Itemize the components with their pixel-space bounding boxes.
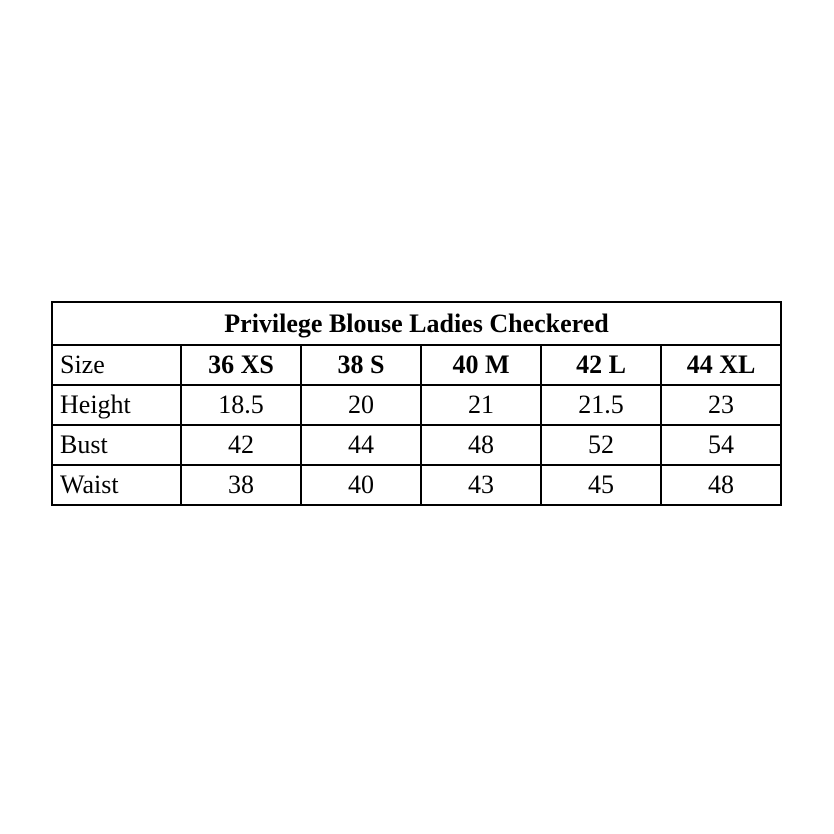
size-header-row [52, 345, 781, 385]
table-cell: 45 [541, 465, 661, 505]
table-row [52, 385, 781, 425]
size-col-42l: 42 L [541, 345, 661, 385]
table-cell: 48 [421, 425, 541, 465]
table-cell: 42 [181, 425, 301, 465]
table-cell: 23 [661, 385, 781, 425]
table-cell: 38 [181, 465, 301, 505]
size-chart-table [51, 301, 782, 506]
table-cell: 18.5 [181, 385, 301, 425]
table-cell: 40 [301, 465, 421, 505]
table-cell: 52 [541, 425, 661, 465]
size-col-38s: 38 S [301, 345, 421, 385]
row-label-height: Height [52, 385, 181, 425]
table-row [52, 465, 781, 505]
title-row [52, 302, 781, 345]
table-cell: 54 [661, 425, 781, 465]
size-label: Size [52, 345, 181, 385]
table-cell: 43 [421, 465, 541, 505]
table-cell: 48 [661, 465, 781, 505]
size-col-44xl: 44 XL [661, 345, 781, 385]
table-cell: 20 [301, 385, 421, 425]
table-cell: 44 [301, 425, 421, 465]
table-row [52, 425, 781, 465]
size-col-40m: 40 M [421, 345, 541, 385]
size-col-36xs: 36 XS [181, 345, 301, 385]
table-cell: 21.5 [541, 385, 661, 425]
row-label-bust: Bust [52, 425, 181, 465]
row-label-waist: Waist [52, 465, 181, 505]
table-cell: 21 [421, 385, 541, 425]
table-title: Privilege Blouse Ladies Checkered [52, 302, 781, 345]
